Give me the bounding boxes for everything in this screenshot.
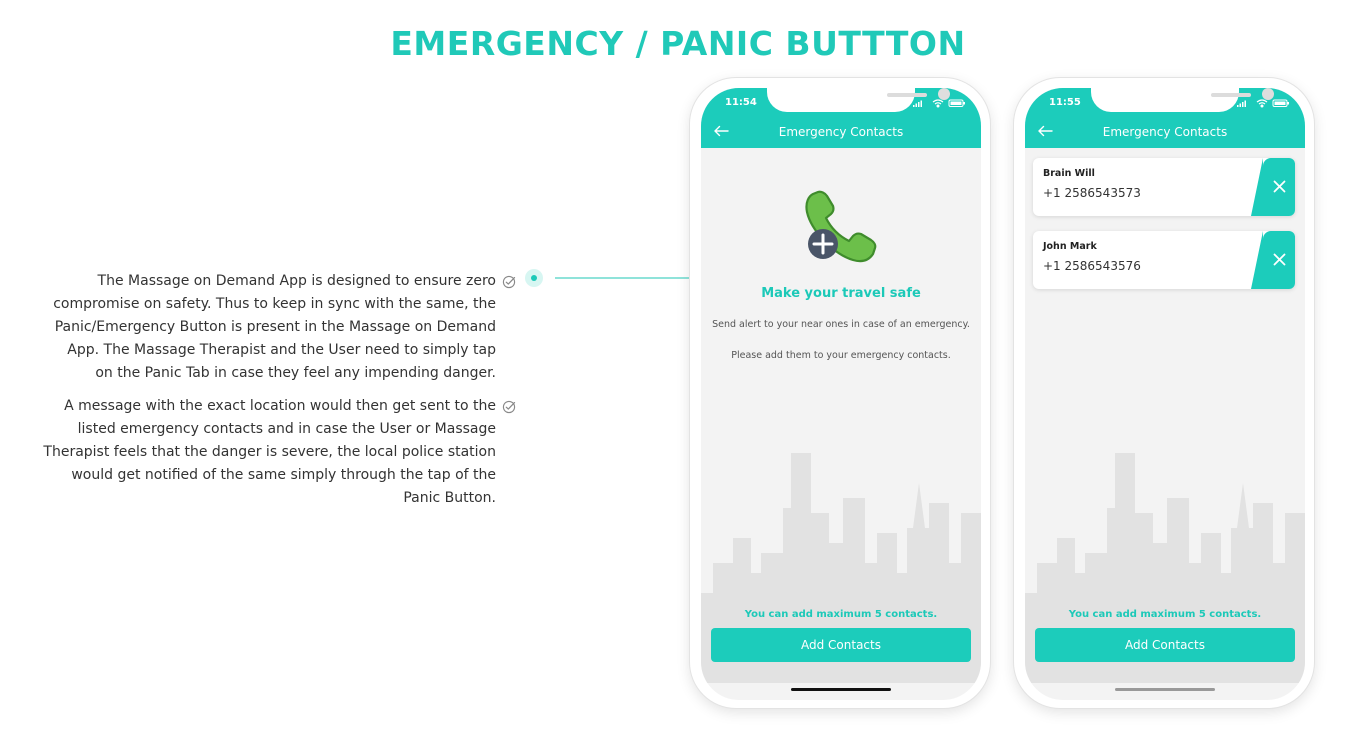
add-contacts-button[interactable]: Add Contacts: [1035, 628, 1295, 662]
safe-heading: Make your travel safe: [761, 286, 921, 301]
page-title: EMERGENCY / PANIC BUTTTON: [390, 24, 966, 63]
contact-phone: +1 2586543576: [1043, 259, 1141, 273]
home-indicator: [1115, 688, 1215, 691]
wifi-icon: [933, 100, 943, 107]
delete-contact-button[interactable]: [1263, 158, 1295, 216]
check-circle-icon: [502, 275, 516, 289]
phone-notch: [767, 88, 915, 112]
screen-title: Emergency Contacts: [778, 125, 904, 139]
signal-icon: [913, 101, 922, 108]
phone-mockup-empty: [690, 78, 990, 708]
phone-screen: [701, 88, 981, 700]
screen-title: Emergency Contacts: [1102, 125, 1228, 139]
speaker: [887, 93, 927, 97]
phone-mockup-contacts: [1014, 78, 1314, 708]
max-contacts-note: You can add maximum 5 contacts.: [744, 609, 938, 620]
contact-name: John Mark: [1043, 241, 1097, 252]
home-indicator: [791, 688, 891, 691]
phone-screen: [1025, 88, 1305, 700]
pointer-dot: [525, 269, 543, 287]
close-icon: [1273, 180, 1286, 193]
phone-notch: [1091, 88, 1239, 112]
add-contacts-button[interactable]: Add Contacts: [711, 628, 971, 662]
contact-name: Brain Will: [1043, 168, 1095, 179]
speaker: [1211, 93, 1251, 97]
battery-icon: [949, 100, 965, 107]
wifi-icon: [1257, 100, 1267, 107]
battery-icon: [1273, 100, 1289, 107]
close-icon: [1273, 253, 1286, 266]
signal-icon: [1237, 101, 1246, 108]
contact-phone: +1 2586543573: [1043, 186, 1141, 200]
pointer-line: [555, 277, 695, 279]
status-icons: [911, 98, 971, 108]
status-time: 11:54: [725, 97, 757, 108]
status-icons: [1235, 98, 1295, 108]
phone-add-icon: [801, 188, 881, 268]
contact-card: [1033, 158, 1295, 216]
delete-contact-button[interactable]: [1263, 231, 1295, 289]
description-paragraph-2: A message with the exact location would then get sent to the listed emergency contacts and in case the User or Massage Therapist feels that the danger is severe, the local police station would get notified of the same simply through the tap of the Panic Button.: [43, 398, 496, 506]
info-text-2: Please add them to your emergency contacts.: [731, 350, 951, 361]
contact-card: [1033, 231, 1295, 289]
description-paragraph-1: The Massage on Demand App is designed to ensure zero compromise on safety. Thus to keep in sync with the same, the Panic/Emergency Button is present in the Massage on Demand App. The Massage Therapist and the User need to simply tap on the Panic Tab in case they feel any impending danger.: [53, 273, 496, 381]
max-contacts-note: You can add maximum 5 contacts.: [1068, 609, 1262, 620]
check-circle-icon: [502, 400, 516, 414]
status-time: 11:55: [1049, 97, 1081, 108]
info-text-1: Send alert to your near ones in case of an emergency.: [712, 319, 970, 330]
